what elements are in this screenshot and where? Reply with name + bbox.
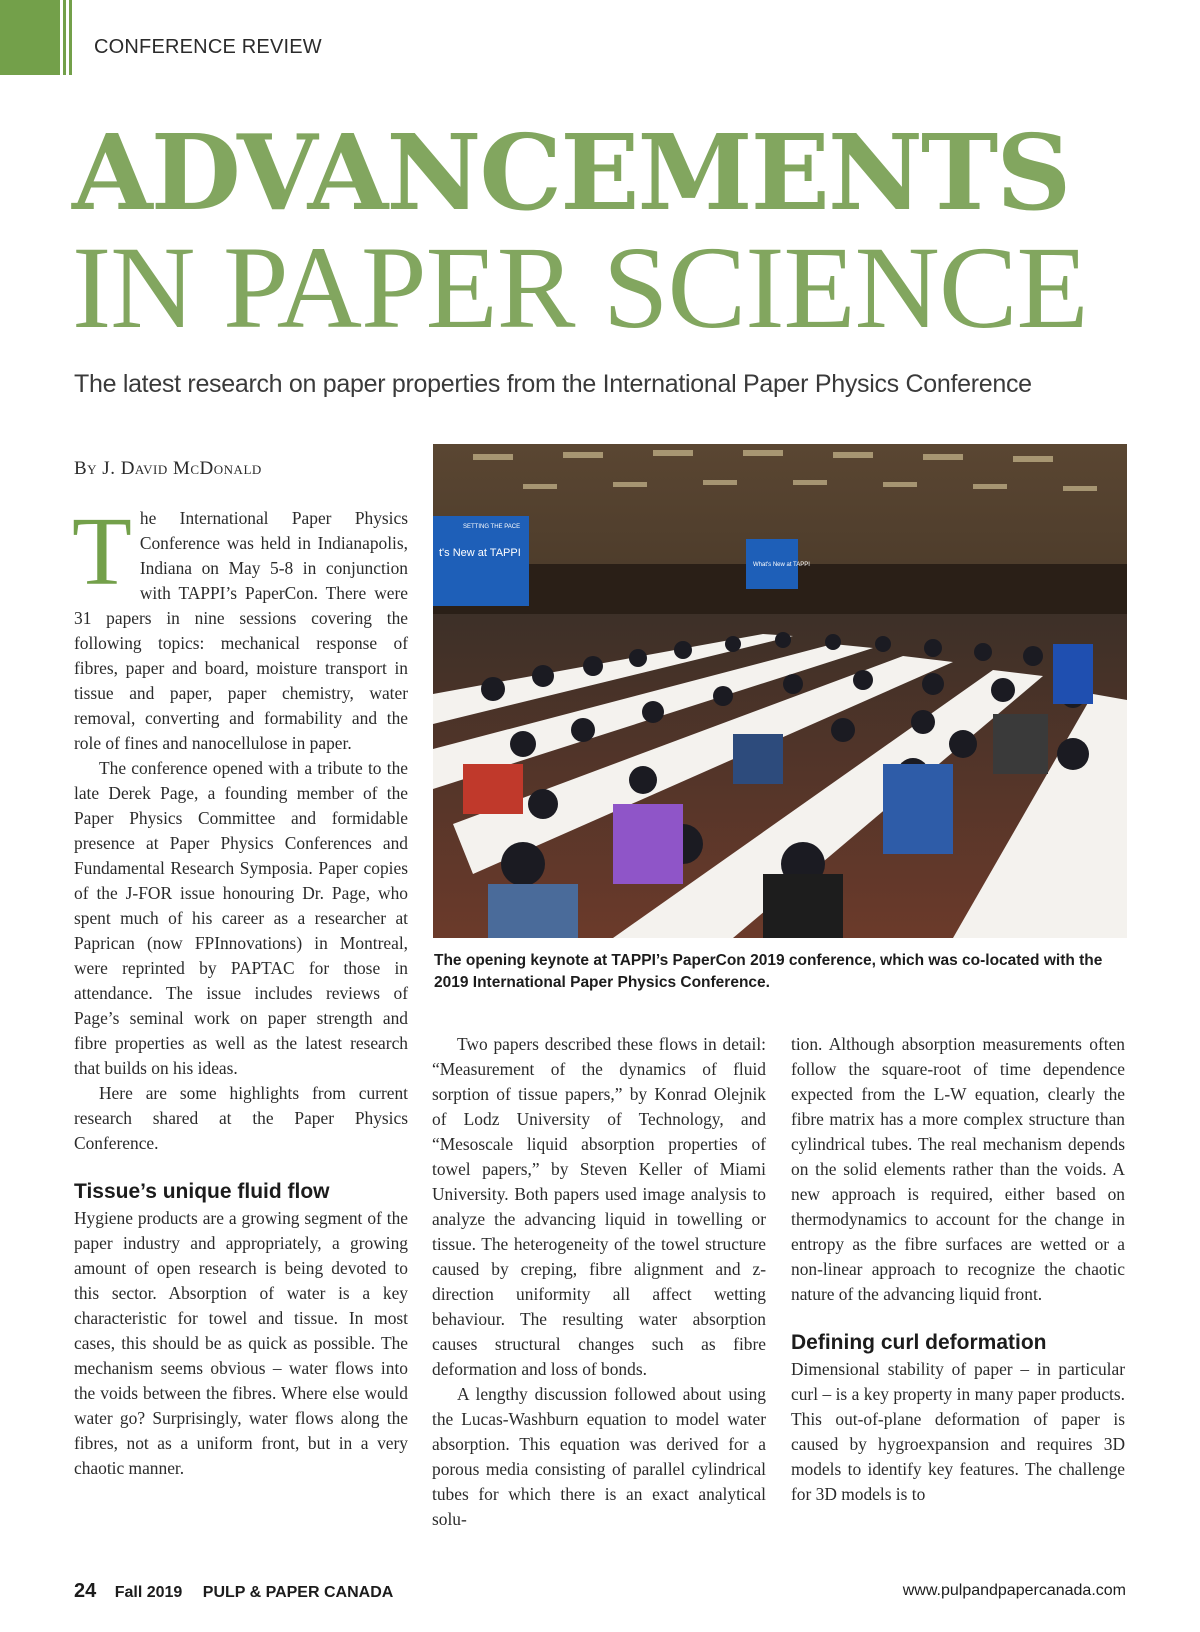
header-accent-block — [0, 0, 60, 75]
photo-caption: The opening keynote at TAPPI’s PaperCon 2019 conference, which was co-located with the 2019 International Paper Physics Conference. — [434, 952, 1103, 991]
conference-photo — [433, 444, 1127, 938]
paragraph: A lengthy discussion followed about using the Lucas-Washburn equation to model water absorption. This equation was derived for a porous media consisting of parallel cylindrical tubes for which there is an exact analytical solu- — [432, 1384, 766, 1529]
article-column-2 — [432, 1032, 766, 1532]
article-column-3 — [791, 1032, 1125, 1507]
paragraph: Dimensional stability of paper – in particular curl – is a key property in many paper products. This out-of-plane deformation of paper is caused by hygroexpansion and requires 3D models to identify key features. The challenge for 3D models is to — [791, 1359, 1125, 1504]
headline-line-2: IN PAPER SCIENCE — [72, 222, 1088, 353]
section-label: CONFERENCE REVIEW — [94, 36, 322, 58]
article-column-1 — [72, 498, 408, 1481]
header-accent-line — [69, 0, 72, 75]
section-heading: Tissue’s unique fluid flow — [74, 1180, 330, 1203]
paragraph: tion. Although absorption measurements often follow the square-root of time dependence expected from the L-W equation, clearly the fibre matrix has a more complex structure than cylindrical tubes. The real mechanism depends on the solid elements rather than the voids. A new approach is required, either based on thermodynamics to account for the change in entropy as the fibre surfaces are wetted or a non-linear approach to recognize the chaotic nature of the advancing liquid front. — [791, 1034, 1125, 1304]
subtitle: The latest research on paper properties from the International Paper Physics Conference — [74, 370, 1032, 398]
drop-cap: T — [72, 498, 132, 606]
header-accent-line — [63, 0, 66, 75]
magazine-name: PULP & PAPER CANADA — [202, 1584, 394, 1601]
byline: By J. David McDonald — [74, 458, 262, 479]
paragraph: The International Paper Physics Conference was held in Indianapolis, Indiana on May 5-8 in conjunction with TAPPI’s PaperCon. There were 31 papers in nine sessions covering the following topics: mechanical response of fibres, paper and board, moisture transport in tissue and paper, paper chemistry, water removal, converting and formability and the role of fines and nanocellulose in paper. — [72, 498, 408, 753]
paragraph: The conference opened with a tribute to the late Derek Page, a founding member of the Paper Physics Committee and formidable presence at Paper Physics Conferences and Fundamental Research Symposia. Paper copies of the J-FOR issue honouring Dr. Page, who spent much of his career as a researcher at Paprican (now FPInnovations) in Montreal, were reprinted by PAPTAC for those in attendance. The issue includes reviews of Page’s seminal work on paper strength and fibre properties as well as the latest research that builds on his ideas. — [74, 758, 408, 1078]
screen-left-text: t's New at TAPPI — [439, 547, 521, 559]
headline-line-1: ADVANCEMENTS — [72, 111, 1070, 234]
paragraph: Here are some highlights from current research shared at the Paper Physics Conference. — [74, 1083, 408, 1153]
footer-left — [74, 1580, 393, 1603]
paragraph: Two papers described these flows in detail: “Measurement of the dynamics of fluid sorption of tissue papers,” by Konrad Olejnik of Lodz University of Technology, and “Mesoscale liquid absorption properties of towel papers,” by Steven Keller of Miami University. Both papers used image analysis to analyze the advancing liquid in towelling or tissue. The heterogeneity of the towel structure caused by creping, fibre alignment and z-direction uniformity all affect wetting behaviour. The resulting water absorption causes structural changes such as fibre deformation and loss of bonds. — [432, 1034, 766, 1379]
section-heading: Defining curl deformation — [791, 1331, 1047, 1354]
footer-url[interactable]: www.pulpandpapercanada.com — [902, 1582, 1126, 1599]
screen-right-text: What's New at TAPPI — [753, 562, 810, 568]
page-number: 24 — [74, 1580, 97, 1602]
paragraph: Hygiene products are a growing segment of the paper industry and appropriately, a growing amount of open research is being devoted to this sector. Absorption of water is a key characteristic for towel and tissue. In most cases, this should be as quick as possible. The mechanism seems obvious – water flows into the voids between the fibres. Where else would water go? Surprisingly, water flows along the fibres, not as a uniform front, but in a very chaotic manner. — [74, 1208, 408, 1478]
screen-left-banner: SETTING THE PACE — [463, 524, 521, 530]
issue-label: Fall 2019 — [114, 1584, 183, 1601]
